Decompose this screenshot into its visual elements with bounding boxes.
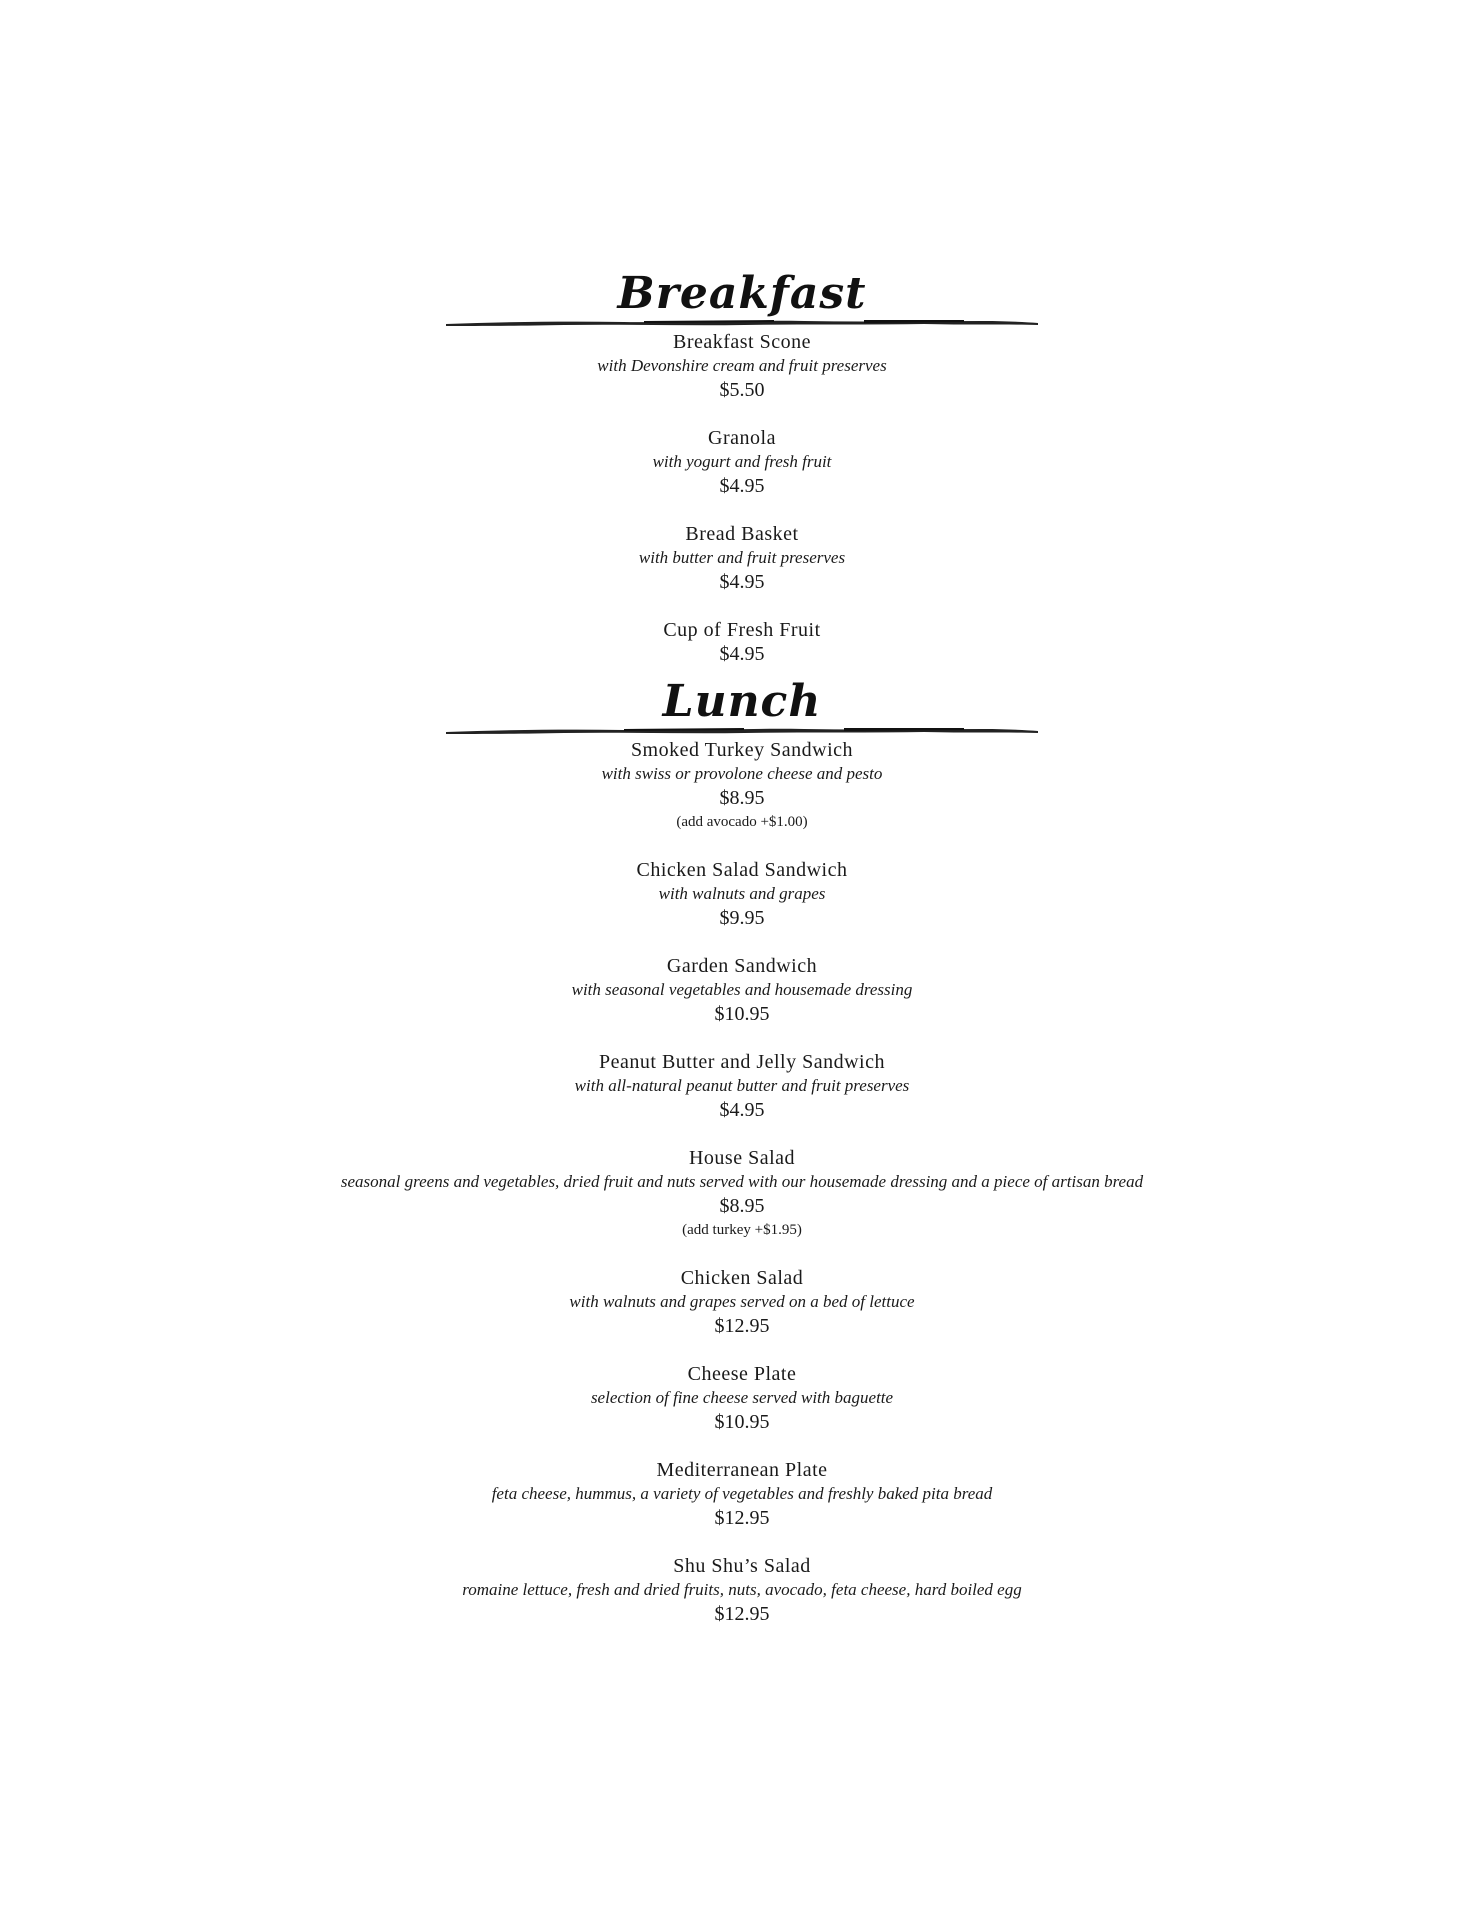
item-name: Cup of Fresh Fruit (663, 619, 821, 641)
item-price: $10.95 (714, 1003, 770, 1025)
breakfast-heading: Breakfast (617, 268, 867, 319)
item-description: selection of fine cheese served with baguette (590, 1388, 894, 1407)
item-name: Peanut Butter and Jelly Sandwich (599, 1051, 885, 1073)
lunch-section (0, 678, 1484, 1626)
menu-item (0, 330, 1484, 402)
item-name: Smoked Turkey Sandwich (630, 739, 854, 761)
item-name: Granola (708, 427, 776, 449)
item-name: Garden Sandwich (666, 955, 818, 977)
item-price: $5.50 (719, 379, 765, 401)
menu-item (0, 1458, 1484, 1530)
item-name: Shu Shu’s Salad (673, 1555, 811, 1577)
item-description: with seasonal vegetables and housemade dressing (571, 980, 913, 999)
lunch-heading: Lunch (662, 676, 822, 727)
item-description: with all-natural peanut butter and fruit preserves (574, 1076, 910, 1095)
item-description: romaine lettuce, fresh and dried fruits, nuts, avocado, feta cheese, hard boiled egg (462, 1580, 1022, 1599)
item-name: Cheese Plate (687, 1363, 797, 1385)
item-price: $10.95 (714, 1411, 770, 1433)
item-description: with walnuts and grapes (658, 884, 826, 903)
item-description: with swiss or provolone cheese and pesto (601, 764, 883, 783)
item-price: $12.95 (714, 1603, 770, 1625)
item-price: $4.95 (719, 1099, 765, 1121)
item-name: Chicken Salad Sandwich (636, 859, 848, 881)
menu-item (0, 738, 1484, 834)
item-addon-note: (add avocado +$1.00) (676, 814, 808, 830)
item-price: $12.95 (714, 1315, 770, 1337)
menu-item (0, 1266, 1484, 1338)
item-price: $4.95 (719, 571, 765, 593)
item-description: with walnuts and grapes served on a bed of lettuce (569, 1292, 915, 1311)
menu-item (0, 1146, 1484, 1242)
menu-item (0, 618, 1484, 666)
brush-divider (444, 726, 1040, 736)
item-description: with Devonshire cream and fruit preserves (597, 356, 887, 375)
item-name: Mediterranean Plate (656, 1459, 828, 1481)
brush-divider (444, 318, 1040, 328)
menu-item (0, 858, 1484, 930)
item-name: Chicken Salad (680, 1267, 804, 1289)
menu-item (0, 1362, 1484, 1434)
item-price: $8.95 (719, 1195, 765, 1217)
item-price: $4.95 (719, 643, 765, 665)
item-description: with yogurt and fresh fruit (652, 452, 832, 471)
item-price: $9.95 (719, 907, 765, 929)
item-description: with butter and fruit preserves (638, 548, 846, 567)
item-addon-note: (add turkey +$1.95) (682, 1222, 802, 1238)
menu-item (0, 522, 1484, 594)
item-name: Breakfast Scone (672, 331, 811, 353)
item-description: seasonal greens and vegetables, dried fruit and nuts served with our housemade dressing and a piece of artisan bread (340, 1172, 1144, 1191)
item-price: $8.95 (719, 787, 765, 809)
menu-item (0, 1554, 1484, 1626)
item-description: feta cheese, hummus, a variety of vegetables and freshly baked pita bread (491, 1484, 993, 1503)
menu-item (0, 1050, 1484, 1122)
menu-item (0, 426, 1484, 498)
breakfast-section (0, 270, 1484, 666)
item-name: House Salad (688, 1147, 796, 1169)
item-price: $4.95 (719, 475, 765, 497)
item-price: $12.95 (714, 1507, 770, 1529)
item-name: Bread Basket (685, 523, 799, 545)
menu-item (0, 954, 1484, 1026)
